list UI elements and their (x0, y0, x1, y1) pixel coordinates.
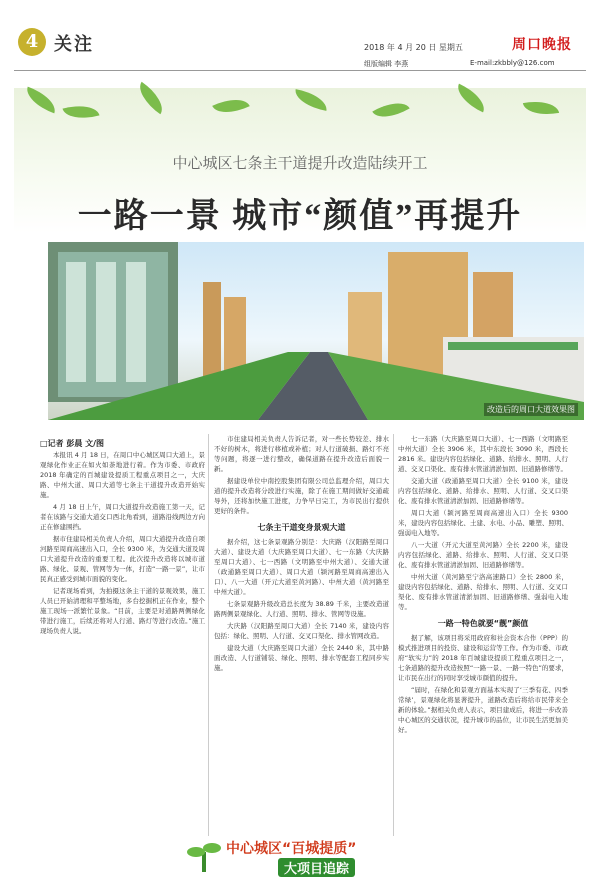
page-number-badge: 4 (18, 28, 46, 56)
paragraph: 据市住建局相关负责人介绍，周口大道提升改造自项河路至周商高速出入口，全长 9300 米，为交通大道及周口大道提升改造的重要工程。此次提升改造将以城市道路、绿化、景观、管网等为一体，打造“一路一景”，让市民真正感受到城市面貌的变化。 (40, 535, 205, 583)
article-subtitle: 中心城区七条主干道提升改造陆续开工 (172, 155, 428, 172)
road-rendering-photo (48, 242, 584, 420)
article-column-2 (214, 434, 389, 675)
column-divider (393, 434, 394, 836)
paragraph: 七条景观路升级改造总长度为 38.89 千米，主要改造道路两侧景观绿化、人行道、照明、排水、管网等设施。 (214, 600, 389, 618)
cityscape-illustration (48, 242, 584, 420)
subheading: 七条主干道变身景观大道 (257, 523, 346, 532)
plant-icon (186, 838, 222, 874)
column-divider (208, 434, 209, 836)
page-header (0, 0, 600, 70)
article-byline: □记者 彭晨 文/图 (40, 439, 105, 448)
paragraph: 周口大道（颍河路至周商高速出入口）全长 9300 米，建设内容包括绿化、土建、水电、小品、雕塑、照明、强弱电入地等。 (398, 509, 568, 537)
leaf-decoration (212, 92, 250, 121)
paragraph: 建设大道（大庆路至周口大道）全长 2440 米，其中路面改造、人行道铺装、绿化、照明、排水等配套工程同步实施。 (214, 644, 389, 672)
section-title: 关注 (54, 34, 94, 55)
contact-email: E-mail:zkbbly@126.com (470, 59, 555, 67)
header-rule (14, 70, 586, 71)
subheading: 一路一特色就要“靓”颜值 (437, 619, 529, 628)
paragraph: 市住建局相关负责人告诉记者，对一些长势较差、排水不好的树木，将进行移植或补植；对人行道破损、路灯不亮等问题，将逐一进行整改，确保道路在提升改造后面貌一新。 (214, 435, 389, 473)
paragraph: 4 月 18 日上午，周口大道提升改造施工第一天，记者在该路与交通大道交口西北角看到，道路沿线两边方向正在修建围挡。 (40, 503, 205, 531)
feature-footer-banner (186, 836, 416, 876)
layout-editor: 组版编辑 李燕 (364, 60, 409, 68)
paragraph: 中州大道（黄河路至宁洛高速路口）全长 2800 米，建设内容包括绿化、道路、给排水、照明、人行道、交叉口渠化、废有排水管道清淤加固、旧道路修缮、强弱电入地等。 (398, 573, 568, 611)
article-column-1 (40, 450, 205, 638)
paragraph: 七一东路（大庆路至周口大道）、七一西路（文明路至中州大道）全长 3906 米，其中东段长 3090 米，西段长 2816 米。建设内容包括绿化、道路、给排水、照明、人行道、交叉口渠化、废有排水管道清淤加固、旧道路修缮等。 (398, 435, 568, 473)
article-headline: 一路一景 城市“颜值”再提升 (77, 198, 523, 235)
footer-line-2: 大项目追踪 (278, 858, 355, 877)
paragraph: 据了解，该项目将采用政府和社会资本合作（PPP）的模式推进项目的投资、建设和运营等工作。作为市委、市政府“软实力”的 2018 年百城建设提质工程重点项目之一，七条道路的提升改造按照“一路一景、一路一特色”的要求，让市民在出行的同时享受城市颜值的提升。 (398, 634, 568, 682)
newspaper-logo: 周口晚报 (512, 37, 572, 53)
leaf-decoration (372, 95, 409, 126)
leaf-decoration (452, 84, 490, 113)
paragraph: 记者现场看到，为拍摄这条主干道的景观效果，施工人员已开始清理和平整场地，多台挖掘机正在作业，整个施工现场一派繁忙景象。“目前，主要是对道路两侧绿化带进行施工，后续还将对人行道、路灯等进行改造。”施工现场负责人说。 (40, 587, 205, 635)
paragraph: “届时，在绿化和景观方面基本实现了‘三季有花、四季常绿’，景观绿化将显著提升，道路改造后将给市民带来全新的体验。”据相关负责人表示，项目建成后，将进一步改善中心城区的交通状况，提升城市的品位，让市民生活更加美好。 (398, 686, 568, 734)
paragraph: 八一大道（开元大道至黄河路）全长 2200 米，建设内容包括绿化、道路、给排水、照明、人行道、交叉口渠化、废有排水管道清淤加固、旧道路修缮等。 (398, 541, 568, 569)
article-column-3 (398, 434, 568, 737)
publication-date: 2018 年 4 月 20 日 星期五 (364, 43, 463, 52)
leaf-decoration (523, 97, 559, 119)
paragraph: 交通大道（政通路至周口大道）全长 9100 米，建设内容包括绿化、道路、给排水、照明、人行道、交叉口渠化、废有排水管道清淤加固、旧道路修缮等。 (398, 477, 568, 505)
leaf-decoration (132, 82, 169, 115)
paragraph: 据建设单位中南控股集团有限公司总监理介绍，周口大道的提升改造将分段进行实施，除了在施工期间做好交通疏导外，还将加快施工进度，力争早日完工，为市民出行提供更好的条件。 (214, 477, 389, 515)
photo-caption: 改造后的周口大道效果图 (484, 403, 578, 416)
leaf-decoration (63, 100, 100, 124)
paragraph: 大庆路（汉阳路至周口大道）全长 7140 米，建设内容包括：绿化、照明、人行道、交叉口渠化、排水管网改造。 (214, 622, 389, 640)
leaf-decoration (22, 87, 59, 114)
footer-line-1: 中心城区“百城提质” (226, 841, 357, 857)
paragraph: 据介绍，这七条景观路分别是：大庆路（汉阳路至周口大道）、建设大道（大庆路至周口大道）、七一东路（大庆路至周口大道）、七一西路（文明路至中州大道）、交通大道（政通路至周口大道）、周口大道（颍河路至周商高速出入口）、八一大道（开元大道至黄河路）、中州大道（黄河路至中州大道）。 (214, 538, 389, 596)
leaf-decoration (293, 89, 329, 111)
paragraph: 本报讯 4 月 18 日，在周口中心城区周口大道上，景观绿化作业正在如火如荼地进行着。作为市委、市政府 2018 年确定的百城建设提质工程重点项目之一，大庆路、中州大道、周口大道等七条主干道提升改造开始实施。 (40, 451, 205, 499)
